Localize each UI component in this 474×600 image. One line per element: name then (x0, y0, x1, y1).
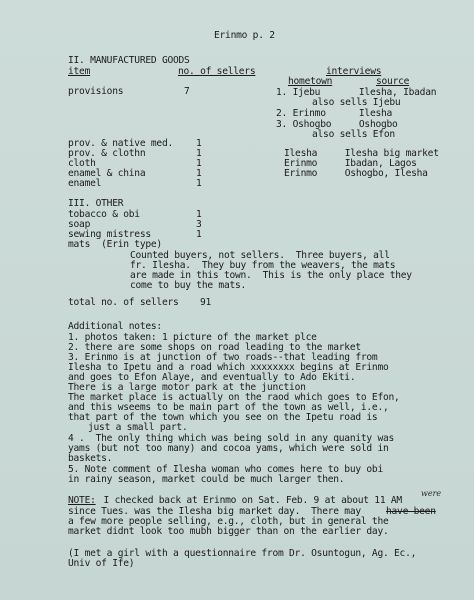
seller-count: 1 (196, 148, 202, 159)
total-label: total no. of sellers (68, 297, 179, 308)
struck-out-text: have been (386, 506, 436, 517)
note-line: and goes to Efon Alaye, and eventually to Ado Ekiti. (68, 372, 356, 383)
handwritten-correction: were (421, 489, 442, 498)
note-line: that part of the town which you see on the Ipetu road is (68, 412, 378, 423)
note-line: 4 . The only thing which was being sold in any quanity was (68, 433, 395, 444)
interview-line: 2. Erinmo Ilesha (276, 108, 393, 119)
footer-note-line: since Tues. was the Ilesha big market day. There may (68, 506, 367, 517)
column-header-hometown: hometown (288, 76, 333, 87)
mats-note-line: are made in this town. This is the only place they (130, 270, 412, 281)
note-line: yams (but not too many) and cocoa yams, which were sold in (68, 443, 389, 454)
column-header-interviews: interviews (326, 66, 382, 77)
footer-note-line: I checked back at Erinmo on Sat. Feb. 9 at about 11 AM (98, 495, 402, 506)
item-name: provisions (68, 86, 124, 97)
notes-heading: Additional notes: (68, 321, 162, 332)
seller-count: 1 (196, 178, 202, 189)
item-name: tobacco & obi (68, 209, 140, 220)
footer-note-line: market didnt look too mubh bigger than on the earlier day. (68, 526, 389, 537)
item-name: prov. & clothn (68, 148, 146, 159)
mats-note-line: fr. Ilesha. They buy from the weavers, the mats (130, 260, 396, 271)
mats-note-line: come to buy the mats. (130, 280, 247, 291)
item-name: prov. & native med. (68, 138, 173, 149)
seller-count: 1 (196, 138, 202, 149)
note-line: and this wseems to be main part of the town as well, i.e., (68, 402, 389, 413)
note-line: The market place is actually on the raod which goes to Efon, (68, 392, 400, 403)
seller-count: 3 (196, 219, 202, 230)
seller-count: 1 (196, 209, 202, 220)
note-line: 3. Erinmo is at junction of two roads--that leading from (68, 352, 378, 363)
column-header-source: source (376, 76, 410, 87)
item-name: mats (Erin type) (68, 239, 162, 250)
interview-line: 1. Ijebu Ilesha, Ibadan (276, 87, 437, 98)
interview-line: Ilesha Ilesha big market (284, 148, 439, 159)
interview-line: 3. Oshogbo Oshogbo (276, 119, 398, 130)
note-label: NOTE: (68, 495, 96, 506)
note-line: baskets. (68, 453, 113, 464)
note-line: Ilesha to Ipetu and a road which xxxxxxxx begins at Erinmo (68, 362, 389, 373)
note-line: 5. Note comment of Ilesha woman who comes here to buy obi (68, 464, 383, 475)
section3-heading: III. OTHER (68, 198, 124, 209)
interview-line: also sells Efon (312, 129, 395, 140)
item-name: sewing mistress (68, 229, 151, 240)
footer-aside-line: (I met a girl with a questionnaire from Dr. Osuntogun, Ag. Ec., (68, 548, 417, 559)
column-header-item: item (68, 66, 91, 77)
interview-line: also sells Ijebu (312, 97, 401, 108)
interview-line: Erinmo Ibadan, Lagos (284, 158, 417, 169)
item-name: soap (68, 219, 91, 230)
page-title: Erinmo p. 2 (214, 30, 275, 41)
footer-aside-line: Univ of Ife) (68, 558, 135, 569)
item-name: enamel & china (68, 168, 146, 179)
seller-count: 1 (196, 229, 202, 240)
interview-line: Erinmo Oshogbo, Ilesha (284, 168, 428, 179)
section2-heading: II. MANUFACTURED GOODS (68, 55, 190, 66)
note-line: There is a large motor park at the junction (68, 382, 306, 393)
note-line: 2. there are some shops on road leading to the market (68, 342, 361, 353)
column-header-sellers: no. of sellers (178, 66, 256, 77)
footer-note-line: a few more people selling, e.g., cloth, but in general the (68, 516, 389, 527)
note-line: 1. photos taken: 1 picture of the market plce (68, 332, 317, 343)
mats-note-line: Counted buyers, not sellers. Three buyers, all (130, 250, 390, 261)
seller-count: 1 (196, 168, 202, 179)
note-line: in rainy season, market could be much larger then. (68, 474, 345, 485)
total-value: 91 (200, 297, 212, 308)
note-line: just a small part. (88, 422, 188, 433)
item-name: cloth (68, 158, 96, 169)
item-name: enamel (68, 178, 102, 189)
seller-count: 7 (184, 86, 190, 97)
seller-count: 1 (196, 158, 202, 169)
